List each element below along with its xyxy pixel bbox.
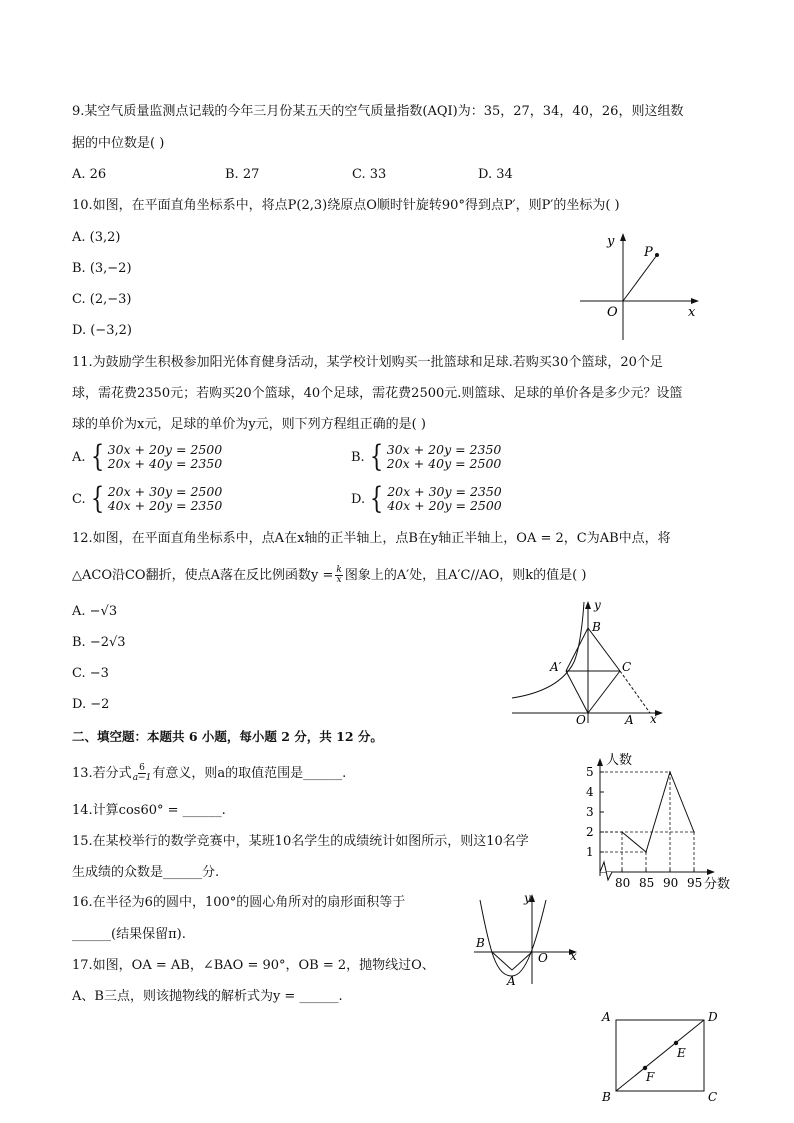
- y-tick-label: 5: [586, 765, 594, 779]
- brace-icon: {: [90, 481, 104, 516]
- q17-stem-line1: 17.如图，OA = AB，∠BAO = 90°，OB = 2，抛物线过O、: [72, 958, 435, 973]
- y-tick-label: 1: [586, 845, 594, 859]
- point-a-label: A: [602, 1010, 611, 1024]
- q12-fraction: [335, 566, 342, 585]
- q10-coordinate-figure: [575, 228, 705, 343]
- origin-label: O: [576, 713, 586, 727]
- brace-icon: {: [90, 439, 104, 474]
- point-c-label: C: [708, 1090, 718, 1104]
- point-a-label: A: [625, 713, 634, 727]
- q16-stem-line1: 16.在半径为6的圆中，100°的圆心角所对的扇形面积等于: [72, 895, 406, 910]
- q14-stem: 14.计算cos60° = ______.: [72, 803, 226, 818]
- x-tick-label: 95: [687, 876, 703, 890]
- q11-stem-line2: 球，需花费2350元；若购买20个篮球，40个足球，需花费2500元.则篮球、足球的单价各是多少元？设篮: [72, 386, 683, 401]
- q12-frac-num: k: [336, 565, 342, 575]
- q11-option-c-label: C.: [72, 491, 86, 507]
- q12-stem-line1: 12.如图，在平面直角坐标系中，点A在x轴的正半轴上，点B在y轴正半轴上，OA = 2，C为AB中点，将: [72, 531, 671, 546]
- q11-option-a-eq1: 30x + 20y = 2500: [107, 442, 223, 457]
- point-d-label: D: [708, 1010, 718, 1024]
- q13-post: 有意义，则a的取值范围是______.: [152, 765, 347, 781]
- x-tick-label: 85: [639, 876, 655, 890]
- q11-option-d-label: D.: [351, 491, 366, 507]
- q15-stem-line2: 生成绩的众数是______分.: [72, 865, 220, 880]
- section-2-heading: 二、填空题：本题共 6 小题，每小题 2 分，共 12 分。: [72, 729, 383, 744]
- q13-frac-num: 6: [139, 763, 145, 773]
- q10-option-a: A. (3,2): [72, 230, 121, 245]
- q12-hyperbola-figure: [508, 598, 668, 728]
- q12-option-d: D. −2: [72, 697, 110, 712]
- point-f-label: F: [646, 1070, 655, 1084]
- q9-stem-line2: 据的中位数是( ): [72, 136, 165, 151]
- q11-option-b-eq2: 20x + 40y = 2500: [386, 456, 502, 471]
- q17-parabola-figure: [466, 892, 586, 987]
- q12-option-c: C. −3: [72, 666, 109, 681]
- brace-icon: {: [369, 439, 383, 474]
- q12-stem-line2-pre: △ACO沿CO翻折，使点A落在反比例函数y =: [72, 567, 334, 583]
- x-axis-title: 分数: [704, 877, 731, 892]
- q11-option-c-eq1: 20x + 30y = 2500: [107, 484, 223, 499]
- x-axis-label: x: [688, 305, 696, 320]
- x-tick-label: 80: [615, 876, 631, 890]
- q17-stem-line2: A、B三点，则该抛物线的解析式为y = ______.: [72, 989, 343, 1004]
- q12-frac-den: x: [336, 575, 342, 585]
- series-line: [622, 772, 694, 852]
- q13-fraction: [133, 764, 152, 783]
- y-tick-label: 3: [586, 805, 594, 819]
- y-axis-label: y: [594, 598, 601, 612]
- q11-option-c-eq2: 40x + 20y = 2350: [107, 498, 223, 513]
- q9-option-a: A. 26: [72, 167, 107, 182]
- q9-option-d: D. 34: [478, 167, 513, 182]
- y-axis-arrow: [597, 758, 603, 766]
- point-a-prime-label: A′: [550, 660, 562, 674]
- q11-option-a: [72, 439, 223, 474]
- q12-stem-line2: [72, 566, 586, 585]
- point-b-label: B: [476, 936, 485, 950]
- q9-stem-line1: 9.某空气质量监测点记载的今年三月份某五天的空气质量指数(AQI)为：35，27，34，40，26，则这组数: [72, 104, 684, 119]
- q11-option-d: [351, 481, 502, 516]
- q13-stem: [72, 764, 346, 783]
- q11-option-a-eq2: 20x + 40y = 2350: [107, 456, 223, 471]
- q10-option-c: C. (2,−3): [72, 292, 132, 307]
- q16-stem-line2: ______(结果保留π).: [72, 927, 186, 942]
- y-tick-label: 4: [586, 785, 594, 799]
- score-line-chart: [582, 748, 742, 893]
- x-tick-label: 90: [663, 876, 679, 890]
- q11-option-d-eq2: 40x + 20y = 2500: [387, 498, 502, 513]
- point-e-dot: [674, 1041, 678, 1045]
- q11-option-b-label: B.: [351, 449, 365, 465]
- point-e-label: E: [677, 1046, 686, 1060]
- rectangle-figure: [598, 1006, 728, 1106]
- brace-icon: {: [369, 481, 384, 516]
- x-axis-label: x: [570, 949, 577, 963]
- q12-option-a: A. −√3: [72, 604, 118, 619]
- y-axis-label: y: [607, 234, 615, 249]
- q12-stem-line2-post: 图象上的A′处，且A′C//AO，则k的值是( ): [344, 567, 587, 583]
- origin-label: O: [607, 305, 618, 320]
- x-axis-arrow: [707, 869, 715, 875]
- point-c-label: C: [622, 660, 632, 674]
- q11-option-b-eq1: 30x + 20y = 2350: [386, 442, 502, 457]
- q10-option-d: D. (−3,2): [72, 323, 132, 338]
- point-a-label: A: [507, 974, 516, 988]
- q12-option-b: B. −2√3: [72, 635, 126, 650]
- point-p-label: P: [644, 245, 653, 260]
- q10-option-b: B. (3,−2): [72, 261, 132, 276]
- q13-pre: 13.若分式: [72, 765, 132, 781]
- y-axis-title: 人数: [606, 753, 633, 768]
- origin-label: O: [538, 951, 548, 965]
- q11-option-a-label: A.: [72, 449, 86, 465]
- point-p-dot: [655, 253, 659, 257]
- y-axis-label: y: [524, 891, 531, 905]
- q9-option-b: B. 27: [225, 167, 260, 182]
- y-tick-label: 2: [586, 825, 594, 839]
- q11-stem-line3: 球的单价为x元，足球的单价为y元，则下列方程组正确的是( ): [72, 417, 426, 432]
- q11-stem-line1: 11.为鼓励学生积极参加阳光体育健身活动，某学校计划购买一批篮球和足球.若购买30个篮球，20个足: [72, 355, 663, 370]
- point-b-label: B: [602, 1090, 611, 1104]
- q11-option-b: [351, 439, 502, 474]
- q10-stem: 10.如图，在平面直角坐标系中，将点P(2,3)绕原点O顺时针旋转90°得到点P′，则P′的坐标为( ): [72, 198, 620, 213]
- q15-stem-line1: 15.在某校举行的数学竞赛中，某班10名学生的成绩统计如图所示，则这10名学: [72, 834, 529, 849]
- q11-option-c: [72, 481, 223, 516]
- q13-frac-den: a−1: [132, 773, 152, 783]
- x-axis-label: x: [650, 712, 657, 726]
- q9-option-c: C. 33: [352, 167, 387, 182]
- axis-break-mark: [600, 862, 612, 880]
- q11-option-d-eq1: 20x + 30y = 2350: [387, 484, 502, 499]
- point-b-label: B: [592, 620, 601, 634]
